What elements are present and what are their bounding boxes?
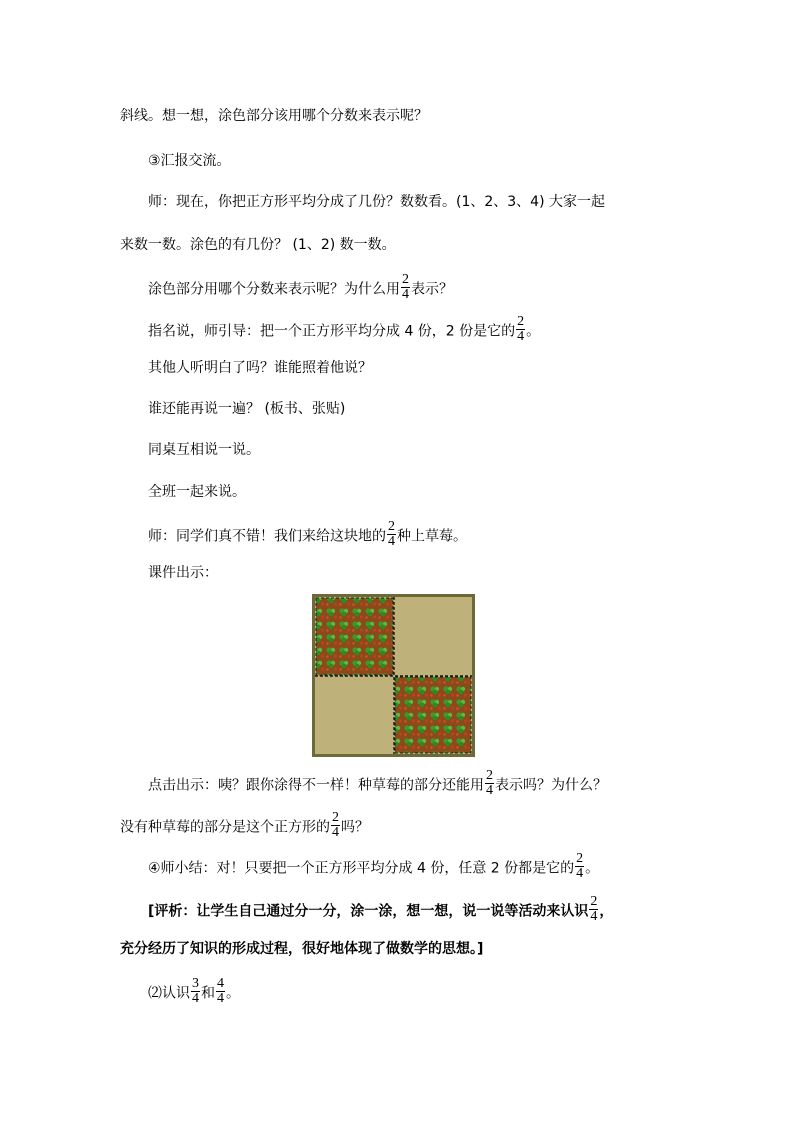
fraction-numerator: 4 [217, 976, 224, 991]
fraction-two-quarters [331, 812, 340, 839]
paragraph-line [120, 810, 369, 841]
text-segment: [评析：让学生自己通过分一分，涂一涂，想一想，说一说等活动来认识 [148, 903, 589, 920]
text-segment: 吗？ [341, 819, 369, 836]
paragraph-line: 其他人听明白了吗？谁能照着他说？ [148, 360, 372, 376]
fraction-denominator: 4 [517, 329, 525, 344]
fraction-two-quarters [575, 853, 584, 880]
text-segment: 涂色部分用哪个分数来表示呢？为什么用 [148, 281, 400, 298]
commentary-line: 充分经历了知识的形成过程，很好地体现了做数学的思想。] [120, 941, 484, 957]
text-segment: 表示吗？为什么？ [495, 777, 607, 794]
fraction-denominator: 4 [192, 991, 199, 1006]
paragraph-line: 同桌互相说一说。 [148, 442, 260, 458]
paragraph-line: 课件出示： [148, 565, 218, 581]
fraction-denominator: 4 [388, 534, 395, 549]
paragraph-line [148, 519, 467, 550]
fraction-numerator: 2 [486, 768, 493, 783]
text-segment: 没有种草莓的部分是这个正方形的 [120, 819, 330, 836]
fraction-numerator: 2 [576, 851, 584, 866]
paragraph-line: 谁还能再说一遍？ (板书、张贴) [148, 401, 346, 417]
paragraph-line: ③汇报交流。 [148, 153, 231, 169]
text-segment: ④师小结：对！只要把一个正方形平均分成 4 份，任意 2 份都是它的 [148, 860, 575, 877]
fraction-two-quarters [485, 770, 494, 797]
paragraph-line [148, 272, 453, 303]
fraction-four-quarters [216, 978, 225, 1005]
text-segment: 师：同学们真不错！我们来给这块地的 [148, 528, 386, 545]
paragraph-line [148, 851, 600, 882]
paragraph-line [148, 314, 541, 345]
text-segment: 指名说，师引导：把一个正方形平均分成 4 份，2 份是它的 [148, 323, 516, 340]
text-segment: ⑵认识 [148, 985, 190, 1002]
paragraph-line: 斜线。想一想，涂色部分该用哪个分数来表示呢？ [120, 108, 428, 124]
text-segment: 。 [226, 985, 240, 1002]
plain-quarter-top-right [396, 598, 471, 675]
fraction-three-quarters [191, 978, 200, 1005]
paragraph-line [148, 768, 607, 799]
fraction-denominator: 4 [576, 866, 584, 881]
strawberry-field-figure [312, 594, 475, 757]
text-segment: 点击出示：咦？跟你涂得不一样！种草莓的部分还能用 [148, 777, 484, 794]
fraction-two-quarters [387, 521, 396, 548]
fraction-denominator: 4 [332, 825, 339, 840]
fraction-numerator: 2 [402, 272, 409, 287]
paragraph-line: 来数一数。涂色的有几份？ (1、2) 数一数。 [120, 237, 396, 253]
plain-quarter-bottom-left [316, 678, 393, 753]
fraction-numerator: 3 [192, 976, 199, 991]
text-segment: 。 [526, 323, 541, 340]
fraction-denominator: 4 [402, 287, 409, 302]
field-illustration [312, 594, 475, 757]
fraction-numerator: 2 [590, 894, 598, 909]
fraction-numerator: 2 [388, 519, 395, 534]
paragraph-line: 师：现在，你把正方形平均分成了几份？数数看。(1、2、3、4) 大家一起 [148, 194, 606, 210]
fraction-denominator: 4 [486, 783, 493, 798]
commentary-line [148, 894, 614, 925]
fraction-denominator: 4 [217, 991, 224, 1006]
text-segment: ， [599, 903, 614, 920]
fraction-two-quarters [516, 316, 525, 343]
text-segment: 表示？ [411, 281, 453, 298]
fraction-denominator: 4 [590, 909, 598, 924]
fraction-two-quarters [589, 896, 598, 923]
paragraph-line [148, 976, 240, 1007]
fraction-two-quarters [401, 274, 410, 301]
text-segment: 种上草莓。 [397, 528, 467, 545]
fraction-numerator: 2 [332, 810, 339, 825]
fraction-numerator: 2 [517, 314, 525, 329]
strawberry-quarter-top-left [316, 598, 393, 675]
text-segment: 和 [201, 985, 215, 1002]
strawberry-quarter-bottom-right [395, 677, 471, 753]
text-segment: 。 [585, 860, 600, 877]
paragraph-line: 全班一起来说。 [148, 484, 246, 500]
